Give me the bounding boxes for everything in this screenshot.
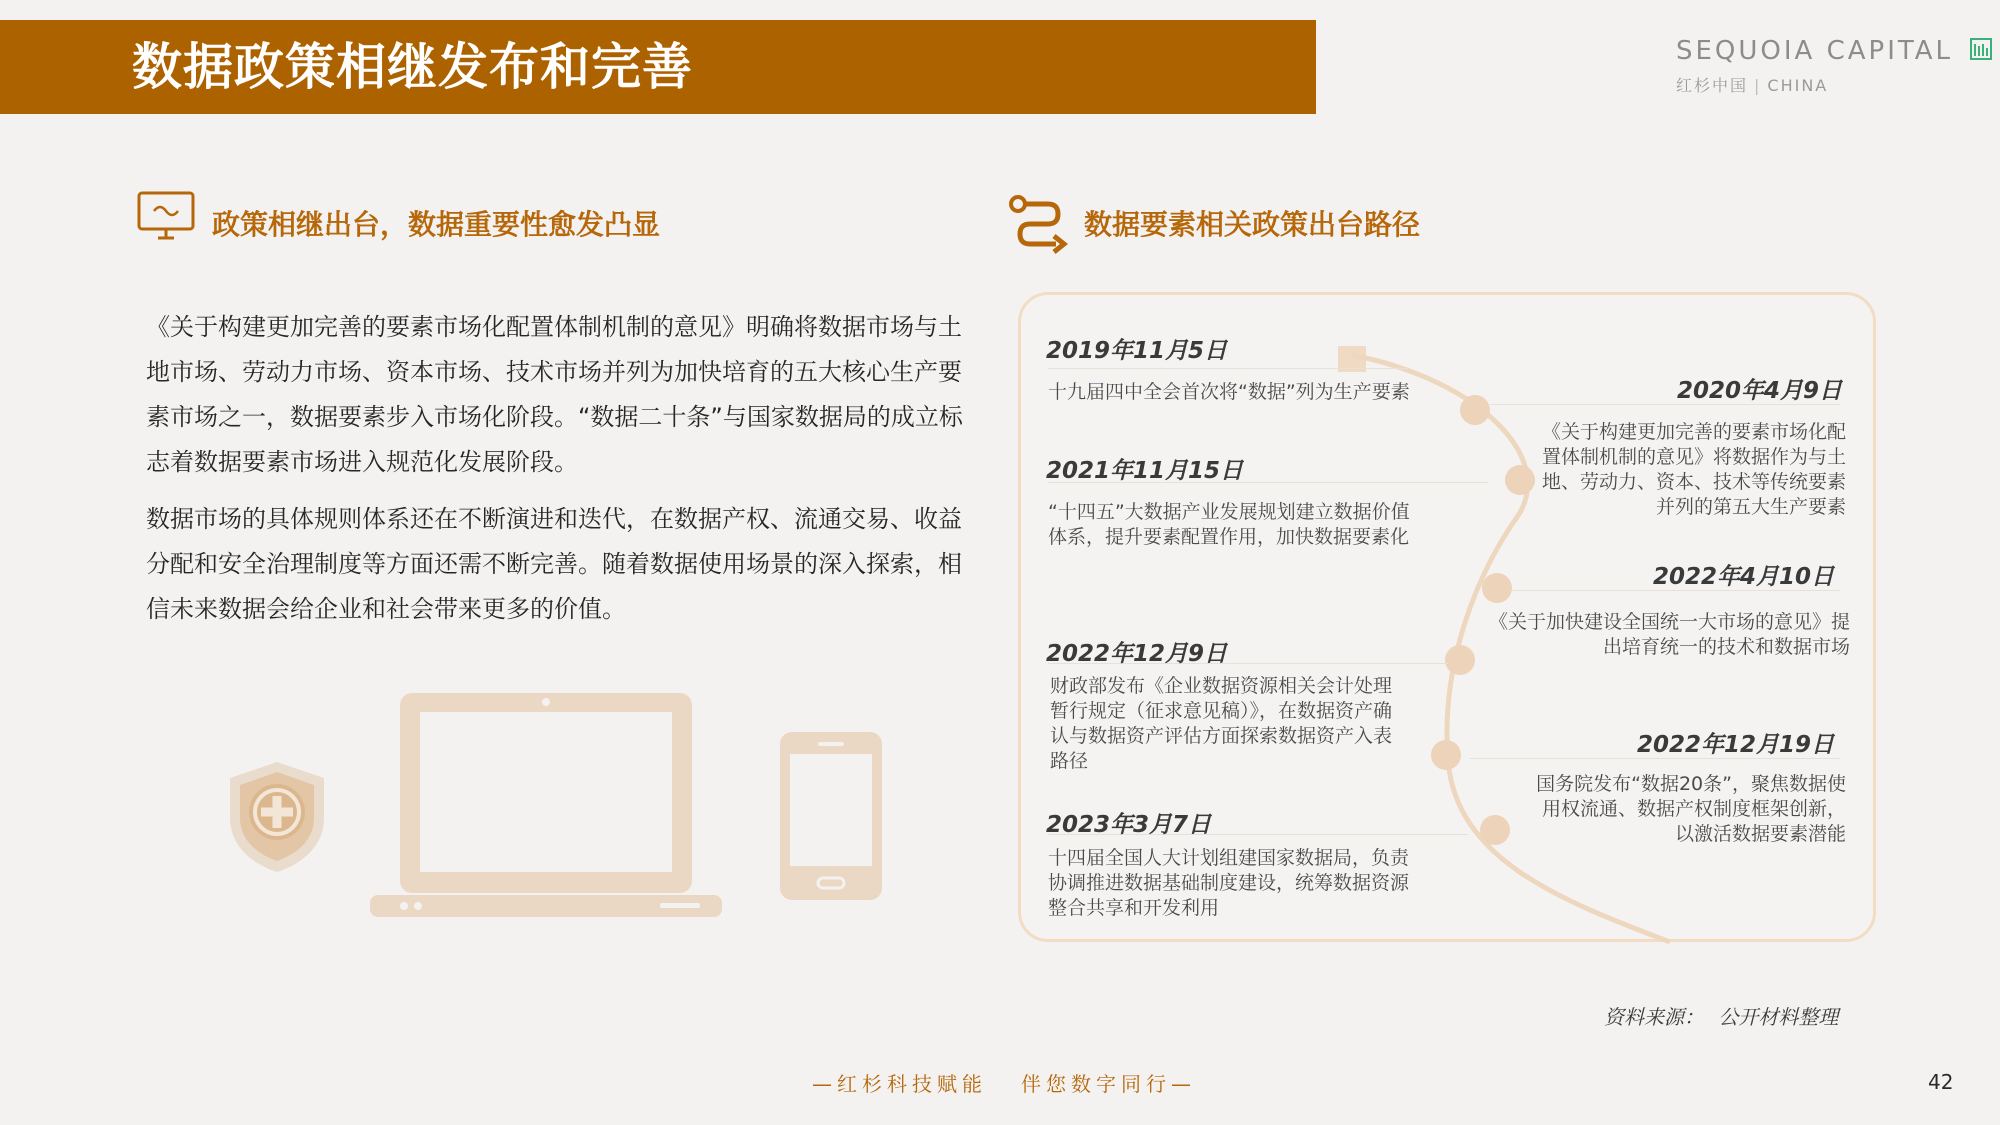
timeline-text: 《关于构建更加完善的要素市场化配置体制机制的意见》将数据作为与土地、劳动力、资本、技术等传统要素并列的第五大生产要素 [1541, 421, 1846, 518]
timeline-date: 2022年12月19日 [1636, 732, 1834, 758]
timeline-date: 2023年3月7日 [1046, 812, 1212, 838]
divider [1048, 368, 1408, 369]
brand-sub-en: CHINA [1767, 75, 1829, 95]
timeline-date: 2020年4月9日 [1676, 378, 1842, 404]
source-label: 资料来源： [1604, 1005, 1704, 1029]
right-section-heading: 数据要素相关政策出台路径 [1084, 208, 1421, 241]
paragraph-2: 数据市场的具体规则体系还在不断演进和迭代，在数据产权、流通交易、收益分配和安全治理制度等方面还需不断完善。随着数据使用场景的深入探索，相信未来数据会给企业和社会带来更多的价值。 [146, 505, 962, 623]
timeline-text: 《关于加快建设全国统一大市场的意见》提出培育统一的技术和数据市场 [1488, 611, 1850, 658]
brand-name: SEQUOIA CAPITAL [1676, 36, 1954, 66]
timeline-node [1482, 573, 1512, 603]
timeline-text: 财政部发布《企业数据资源相关会计处理暂行规定（征求意见稿）》，在数据资产确认与数据资产评估方面探索数据资产入表路径 [1050, 675, 1393, 772]
source-note [1604, 1001, 1838, 1030]
timeline-text: “十四五”大数据产业发展规划建立数据价值体系，提升要素配置作用，加快数据要素化 [1048, 501, 1410, 548]
timeline-date: 2022年12月9日 [1046, 641, 1228, 667]
left-section-heading: 政策相继出台，数据重要性愈发凸显 [212, 208, 661, 241]
brand-sub-cn: 红杉中国 [1676, 75, 1749, 95]
timeline-text: 十九届四中全会首次将“数据”列为生产要素 [1048, 381, 1410, 403]
timeline-text: 十四届全国人大计划组建国家数据局，负责协调推进数据基础制度建设，统筹数据资源整合共享和开发利用 [1048, 847, 1410, 919]
timeline-node [1445, 645, 1475, 675]
source-value: 公开材料整理 [1718, 1005, 1839, 1029]
timeline-date: 2022年4月10日 [1652, 564, 1834, 590]
timeline-node [1460, 395, 1490, 425]
paragraph-1: 《关于构建更加完善的要素市场化配置体制机制的意见》明确将数据市场与土地市场、劳动力市场、资本市场、技术市场并列为加快培育的五大核心生产要素市场之一，数据要素步入市场化阶段。“数据二十条”与国家数据局的成立标志着数据要素市场进入规范化发展阶段。 [146, 313, 963, 476]
page-title: 数据政策相继发布和完善 [132, 38, 693, 96]
timeline-node [1431, 740, 1461, 770]
footer-right: 伴您数字同行— [1021, 1072, 1196, 1096]
timeline-date: 2019年11月5日 [1046, 338, 1228, 364]
page-number: 42 [1928, 1070, 1954, 1094]
brand-logo: SEQUOIA CAPITAL 红杉中国 | CHINA [1676, 36, 1956, 96]
footer-slogan [812, 1068, 1196, 1097]
timeline-date: 2021年11月15日 [1046, 458, 1244, 484]
timeline-text: 国务院发布“数据20条”，聚焦数据使用权流通、数据产权制度框架创新，以激活数据要素潜能 [1536, 773, 1846, 845]
footer-left: —红杉科技赋能 [812, 1072, 987, 1096]
timeline-node [1480, 815, 1510, 845]
